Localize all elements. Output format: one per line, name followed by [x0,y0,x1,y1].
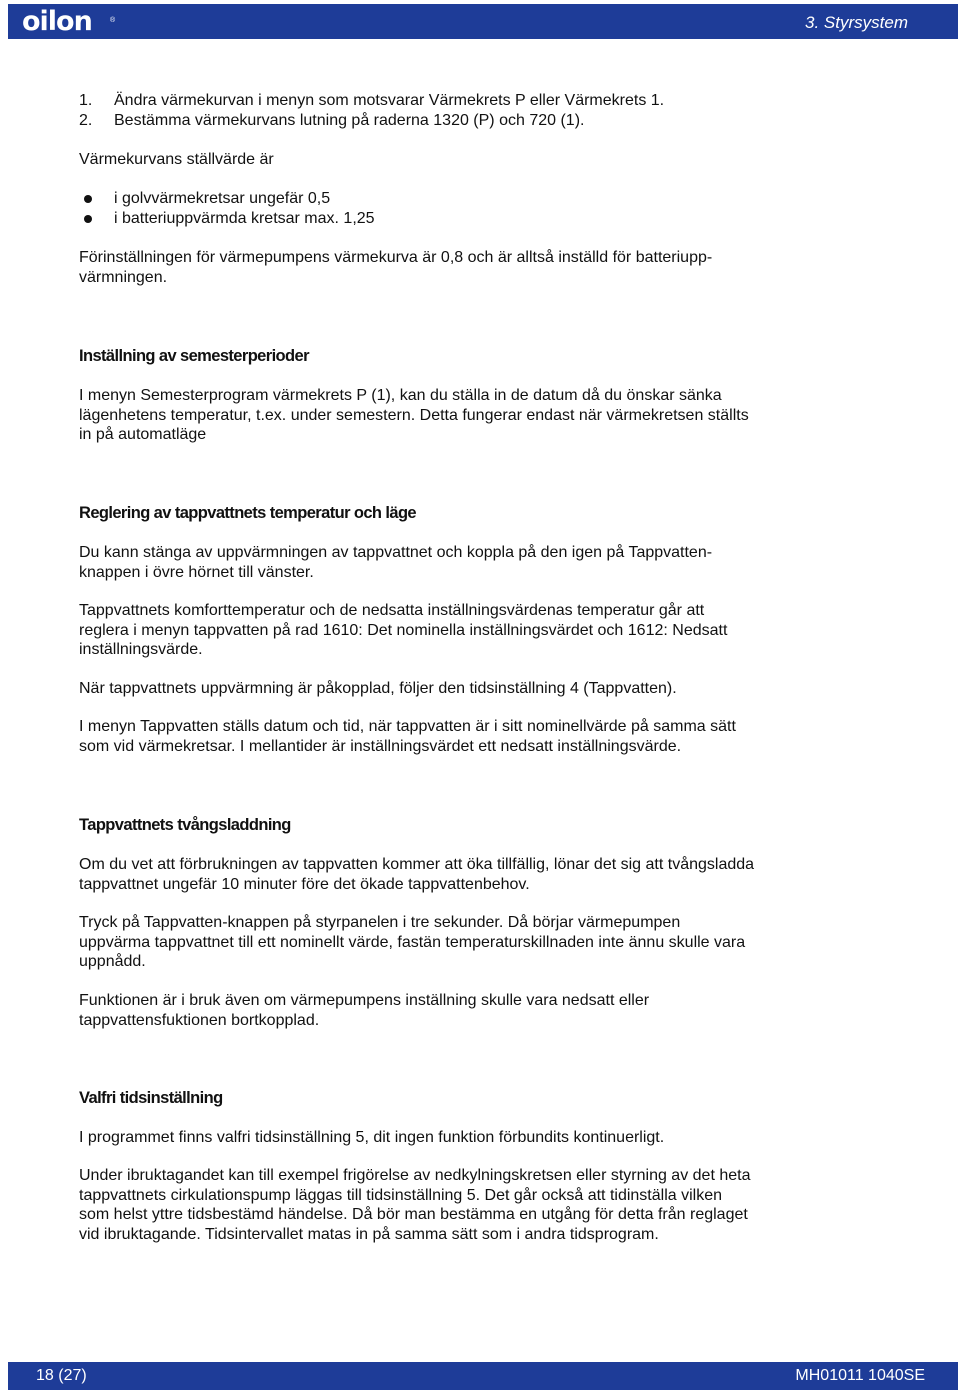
valfri-text-line: som helst yttre tidsbestämd händelse. Då bör man bestämma en utgång för detta från reglaget [79,1206,748,1223]
tvang-text-line: Tryck på Tappvatten-knappen på styrpanelen i tre sekunder. Då börjar värmepumpen [79,914,681,931]
heading-tvangsladdning: Tappvattnets tvångsladdning [79,816,291,834]
semester-text-line: in på automatläge [79,426,207,443]
valfri-text-line: vid ibruktagande. Tidsintervallet matas in på samma sätt som i andra tidsprogram. [79,1226,659,1243]
tvang-text-line: uppvärma tappvattnet till ett nominellt värde, fastän temperaturskillnaden inte ännu skulle vara [79,934,746,951]
semester-text-line: I menyn Semesterprogram värmekrets P (1), kan du ställa in de datum då du önskar sänka [79,387,722,404]
bullet-icon [84,195,92,203]
valfri-text-line: I programmet finns valfri tidsinställning 5, dit ingen funktion förbundits kontinuerligt. [79,1129,665,1146]
tvang-text-line: tappvattensfuktionen bortkopplad. [79,1012,320,1029]
tappvatten-text-line: Du kann stänga av uppvärmningen av tappvattnet och koppla på den igen på Tappvatten- [79,544,713,561]
tappvatten-text-line: I menyn Tappvatten ställs datum och tid, när tappvatten är i sitt nominellvärde på samma sätt [79,718,736,735]
heading-tappvatten: Reglering av tappvattnets temperatur och läge [79,504,417,522]
tappvatten-text-line: inställningsvärde. [79,641,203,658]
tvang-text-line: tappvattnet ungefär 10 minuter före det ökade tappvattenbehov. [79,876,530,893]
tappvatten-text-line: När tappvattnets uppvärmning är påkopplad, följer den tidsinställning 4 (Tappvatten). [79,680,677,697]
page-number: 18 (27) [36,1367,87,1384]
curve-intro: Värmekurvans ställvärde är [79,151,274,168]
bullet-text: i batteriuppvärmda kretsar max. 1,25 [114,210,375,227]
step-number: 2. [79,112,93,129]
bullet-text: i golvvärmekretsar ungefär 0,5 [114,190,331,207]
oilon-logo: oilon [22,6,92,37]
tvang-text-line: Funktionen är i bruk även om värmepumpens inställning skulle vara nedsatt eller [79,992,650,1009]
semester-text-line: lägenhetens temperatur, t.ex. under semestern. Detta fungerar endast när värmekretsen ställts [79,407,749,424]
document-code: MH01011 1040SE [795,1367,925,1384]
step-text: Bestämma värmekurvans lutning på raderna 1320 (P) och 720 (1). [114,112,585,129]
valfri-text-line: tappvattnets cirkulationspump läggas till tidsinställning 5. Det går också att tidinställa vilken [79,1187,722,1204]
tappvatten-text-line: som vid värmekretsar. I mellantider är inställningsvärdet ett nedsatt inställningsvärde. [79,738,682,755]
tappvatten-text-line: Tappvattnets komforttemperatur och de nedsatta inställningsvärdenas temperatur går att [79,602,705,619]
preset-text-line: Förinställningen för värmepumpens värmekurva är 0,8 och är alltså inställd för batteriupp- [79,249,713,266]
tvang-text-line: Om du vet att förbrukningen av tappvatten kommer att öka tillfällig, lönar det sig att tvångsladda [79,856,755,873]
valfri-text-line: Under ibruktagandet kan till exempel frigörelse av nedkylningskretsen eller styrning av det heta [79,1167,751,1184]
bullet-icon [84,215,92,223]
heading-semester: Inställning av semesterperioder [79,347,309,365]
step-text: Ändra värmekurvan i menyn som motsvarar Värmekrets P eller Värmekrets 1. [114,92,665,109]
section-title: 3. Styrsystem [805,13,908,32]
heading-valfri: Valfri tidsinställning [79,1089,223,1107]
tappvatten-text-line: reglera i menyn tappvatten på rad 1610: Det nominella inställningsvärdet och 1612: Nedsatt [79,622,728,639]
footer-bar [8,1362,958,1390]
tappvatten-text-line: knappen i övre hörnet till vänster. [79,564,314,581]
step-1 [79,91,884,111]
registered-mark: ® [110,17,116,24]
preset-text-line: värmningen. [79,269,168,286]
tvang-text-line: uppnådd. [79,953,146,970]
step-2 [79,111,884,131]
step-number: 1. [79,92,93,109]
header-bar [8,4,958,39]
